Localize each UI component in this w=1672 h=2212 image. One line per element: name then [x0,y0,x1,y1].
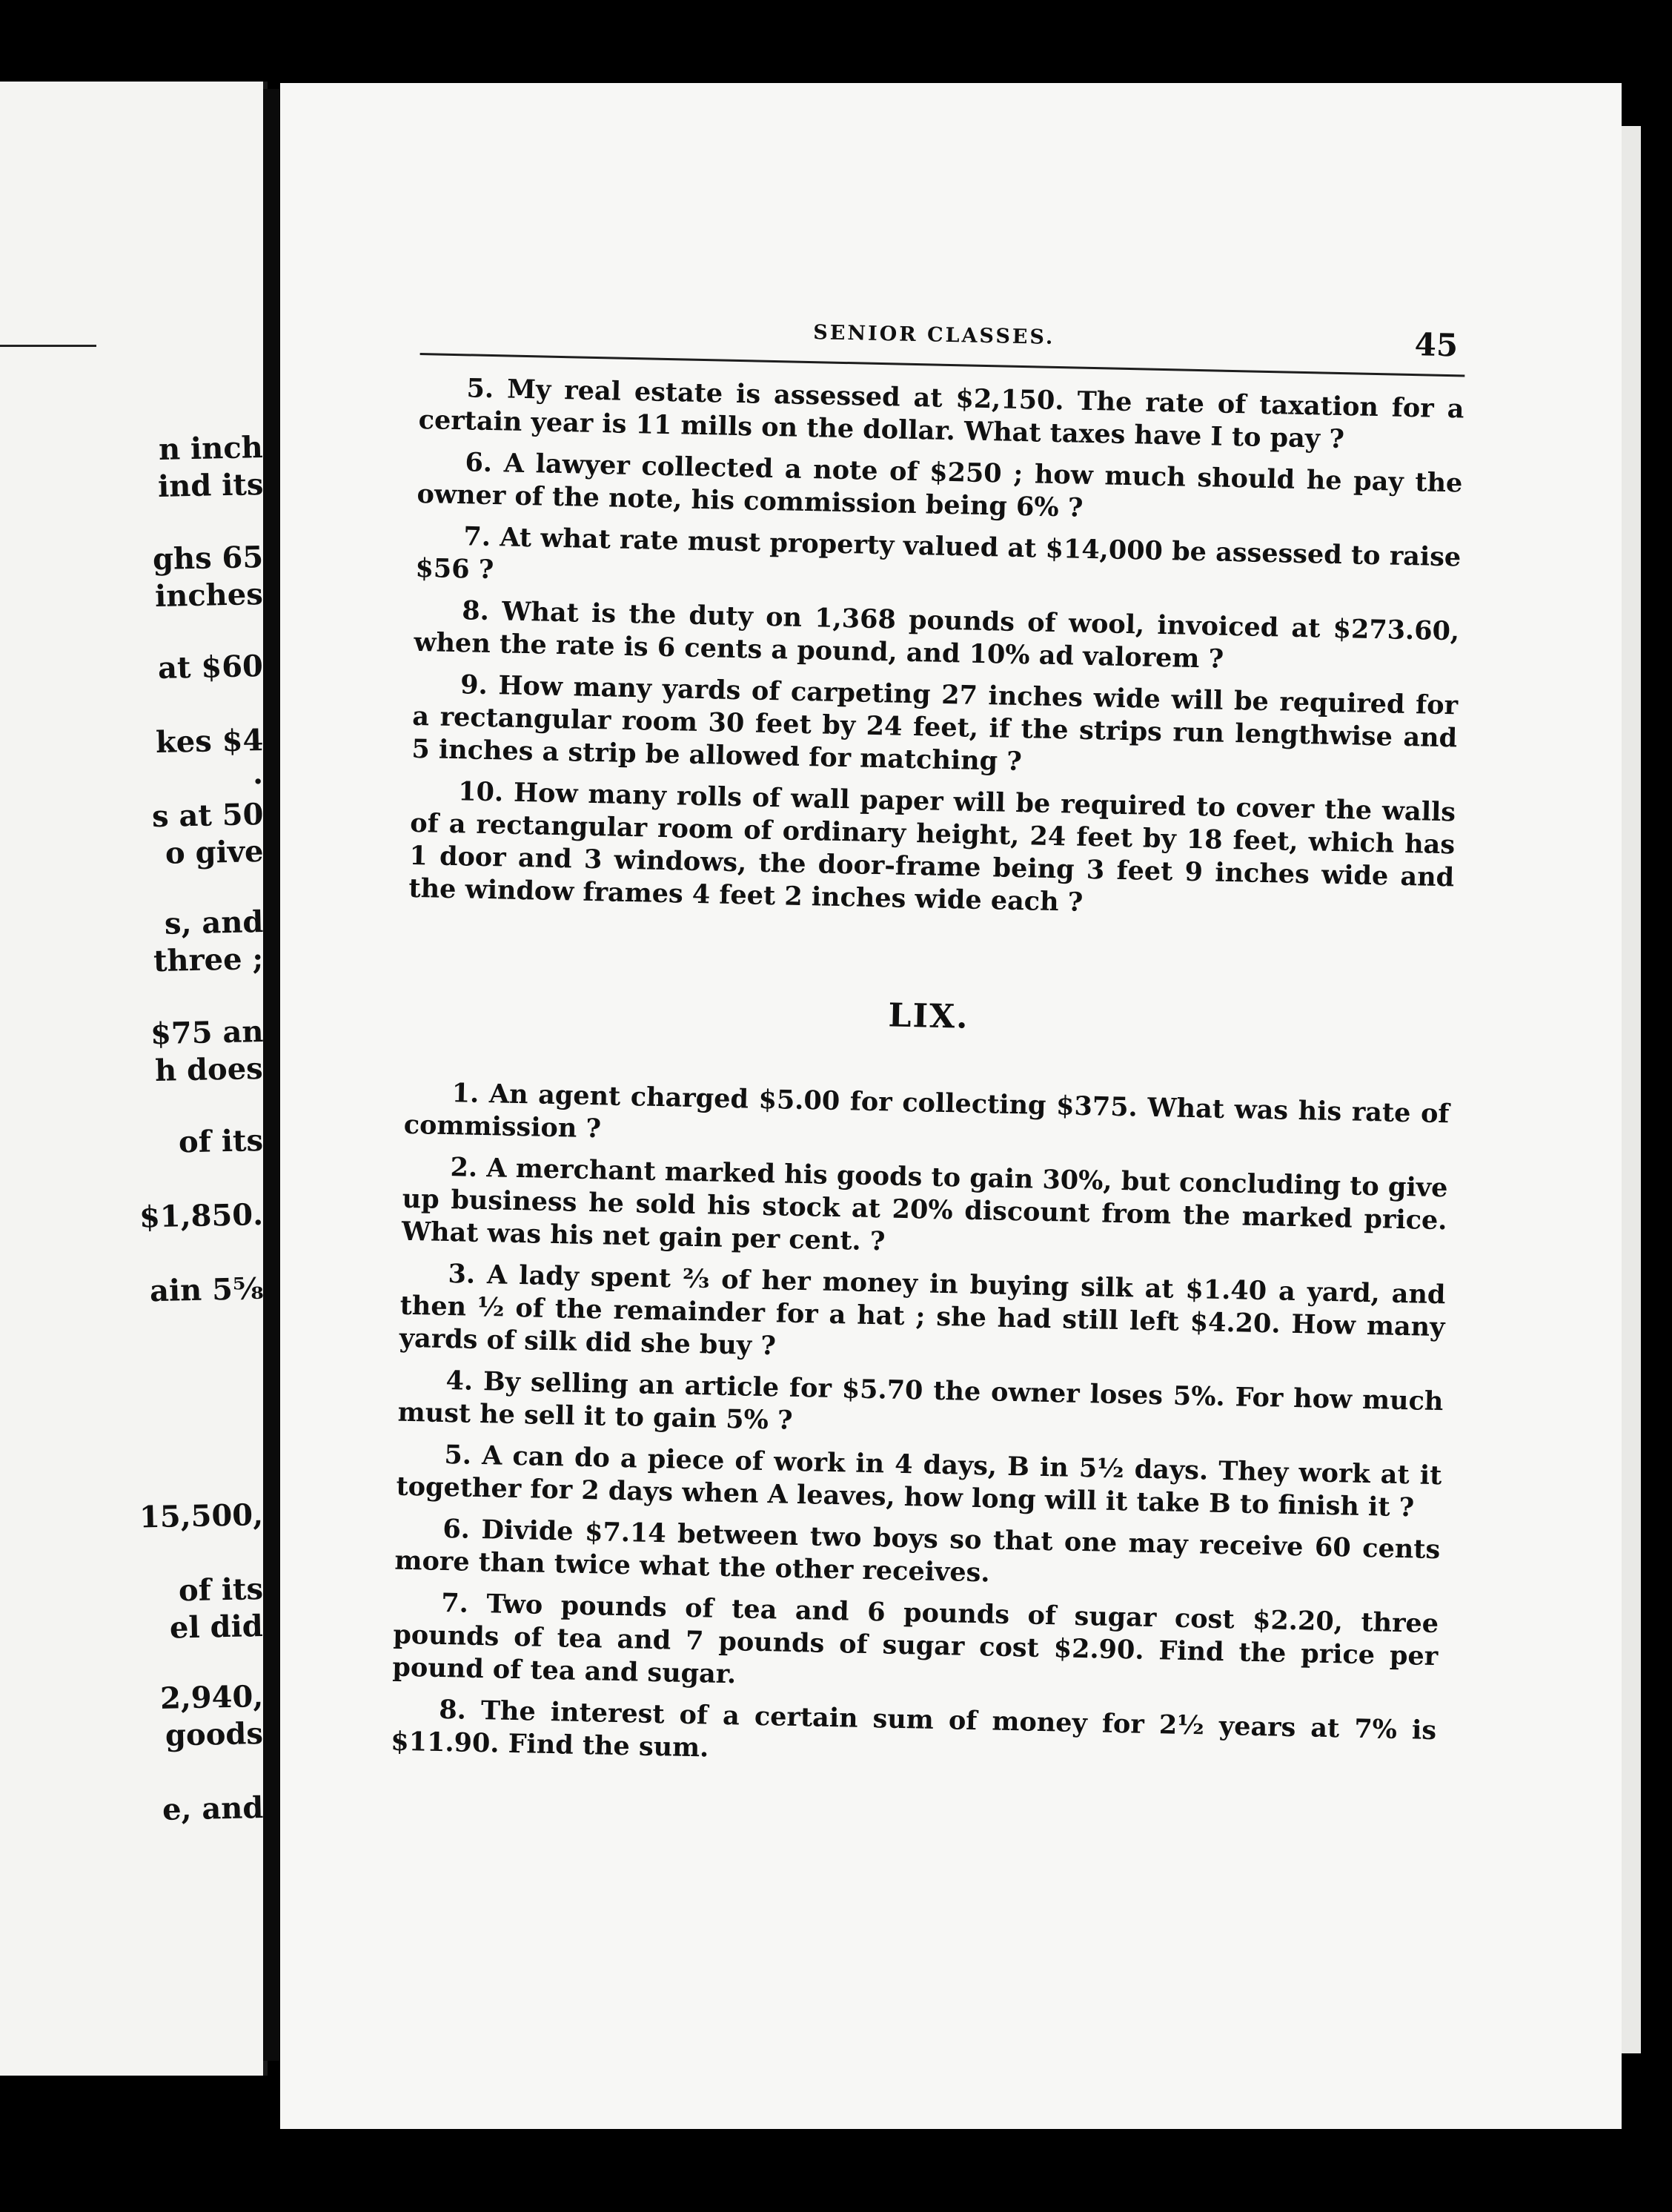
previous-page-fragment: $75 an [150,1014,264,1052]
previous-page-fragment: s, and [164,904,264,941]
problem-item: 8. What is the duty on 1,368 pounds of wool, invoiced at $273.60, when the rate is 6 cents a pound, and 10% ad valorem ? [414,595,1460,675]
previous-page-fragment: ind its [157,467,264,504]
previous-page-fragment: h does [154,1051,264,1089]
previous-page-fragment: ain 5⅝ [149,1271,264,1309]
previous-page-fragment: $1,850. [139,1197,264,1235]
previous-page-fragment: e, and [162,1790,264,1827]
previous-page-fragment: inches [154,577,264,615]
previous-page-edge [0,82,268,2076]
previous-page-fragment: kes $4 [155,723,264,761]
previous-page-fragment: s at 50 [151,797,264,835]
previous-page-fragment: at $60 [157,649,264,686]
book-gutter [263,89,279,2061]
problem-item: 8. The interest of a certain sum of money for 2½ years at 7% is $11.90. Find the sum. [390,1694,1437,1764]
previous-page-fragment: 2,940, [159,1679,264,1716]
page-number: 45 [1414,326,1459,364]
problem-item: 5. My real estate is assessed at $2,150. The rate of taxation for a certain year is 11 mills on the dollar. What taxes have I to pay ? [418,373,1464,455]
problem-item: 10. How many rolls of wall paper will be required to cover the walls of a rectangular room of ordinary height, 24 feet by 18 feet, which has 1 door and 3 windows, the door-frame being 3 feet 9 inches wide and the window frames 4 feet 2 inches wide each ? [408,776,1456,918]
previous-page-fragment: goods [165,1716,264,1753]
previous-page-fragment: n inch [158,430,264,467]
previous-page-fragment: el did [169,1609,264,1646]
problem-item: 5. A can do a piece of work in 4 days, B in 5½ days. They work at it together for 2 days when A leaves, how long will it take B to finish it ? [396,1440,1442,1523]
previous-page-rule [0,345,96,347]
previous-page-fragment: 15,500, [139,1497,264,1535]
previous-page-fragment: . [252,756,264,792]
problem-item: 2. A merchant marked his goods to gain 30%, but concluding to give up business he sold his stock at 20% discount from the marked price. What was his net gain per cent. ? [401,1152,1448,1257]
previous-page-fragment: of its [178,1572,264,1609]
problem-list-lix [391,1076,1450,1780]
running-head: SENIOR CLASSES. [813,321,1055,349]
previous-page-fragment: o give [165,834,264,871]
problem-item: 6. A lawyer collected a note of $250 ; how much should he pay the owner of the note, his commission being 6% ? [417,447,1463,523]
previous-page-fragment: of its [178,1123,264,1160]
problem-item: 3. A lady spent ⅔ of her money in buying silk at $1.40 a yard, and then ½ of the remainder for a hat ; she had still left $4.20. How many yards of silk did she buy ? [399,1259,1446,1362]
page-header [420,305,1466,372]
section-title: LIX. [888,996,970,1036]
problem-list-continued [408,371,1464,927]
problem-item: 6. Divide $7.14 between two boys so that one may receive 60 cents more than twice what the other receives. [394,1513,1441,1589]
page-content [391,305,1466,1789]
problem-item: 7. At what rate must property valued at $14,000 be assessed to raise $56 ? [415,521,1462,586]
previous-page-fragment: three ; [153,941,264,979]
problem-item: 9. How many yards of carpeting 27 inches wide will be required for a rectangular room 30 feet by 24 feet, if the strips run lengthwise and 5 inches a strip be allowed for matching ? [411,669,1459,778]
problem-item: 1. An agent charged $5.00 for collecting $375. What was his rate of commission ? [403,1078,1450,1145]
previous-page-fragment: ghs 65 [152,540,264,577]
problem-item: 4. By selling an article for $5.70 the owner loses 5%. For how much must he sell it to gain 5% ? [397,1365,1444,1436]
problem-item: 7. Two pounds of tea and 6 pounds of sugar cost $2.20, three pounds of tea and 7 pounds of sugar cost $2.90. Find the price per pound of tea and sugar. [392,1587,1439,1690]
current-page [280,83,1622,2129]
